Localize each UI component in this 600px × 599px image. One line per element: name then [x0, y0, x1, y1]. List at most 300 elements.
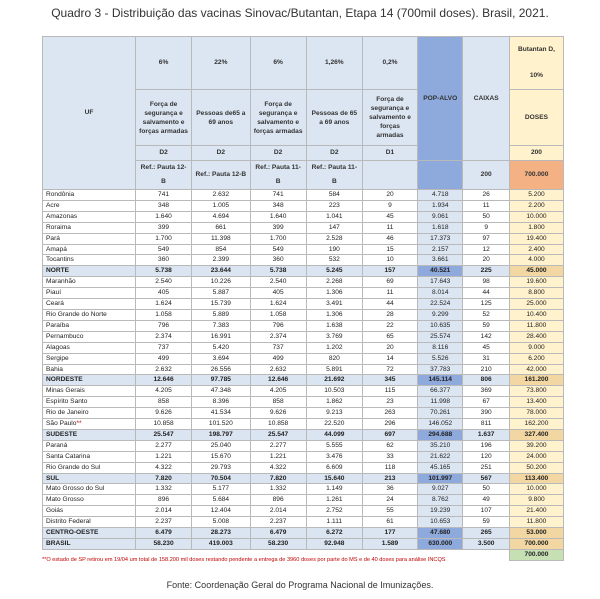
cell-value: 28.273: [192, 528, 250, 539]
cell-uf: NORTE: [43, 266, 136, 277]
cell-value: 61: [362, 517, 417, 528]
cell-value: 58.230: [135, 539, 191, 550]
cell-value: 1.637: [463, 429, 509, 440]
cell-value: 142: [463, 331, 509, 342]
cell-value: 9: [362, 200, 417, 211]
header-ref: Ref.: Pauta 12-B: [192, 161, 250, 190]
header-ref: [362, 161, 417, 190]
cell-value: 113.400: [509, 473, 563, 484]
table-row: [43, 277, 564, 288]
cell-value: 15.739: [192, 299, 250, 310]
cell-value: 69: [362, 277, 417, 288]
cell-uf: Sergipe: [43, 353, 136, 364]
table-row: [43, 386, 564, 397]
cell-value: 741: [250, 190, 306, 201]
cell-value: 1.589: [362, 539, 417, 550]
cell-value: 2.374: [135, 331, 191, 342]
cell-value: 9.061: [418, 211, 463, 222]
cell-value: 177: [362, 528, 417, 539]
cell-value: 101.997: [418, 473, 463, 484]
cell-value: 399: [135, 222, 191, 233]
table-row: [43, 288, 564, 299]
cell-uf: Acre: [43, 200, 136, 211]
cell-value: 5.684: [192, 495, 250, 506]
cell-value: 4.322: [250, 462, 306, 473]
header-group: Força de segurança e salvamento e forças armadas: [250, 90, 306, 146]
cell-value: 549: [250, 244, 306, 255]
cell-value: 25.574: [418, 331, 463, 342]
cell-value: 45: [362, 211, 417, 222]
cell-value: 22: [362, 320, 417, 331]
cell-value: 21.400: [509, 506, 563, 517]
cell-value: 2.014: [250, 506, 306, 517]
cell-uf: Rio Grande do Norte: [43, 309, 136, 320]
cell-value: 8.116: [418, 342, 463, 353]
cell-value: 1.111: [306, 517, 362, 528]
table-row-total: [43, 375, 564, 386]
cell-value: 15.670: [192, 451, 250, 462]
cell-value: 1.202: [306, 342, 362, 353]
header-group: Força de segurança e salvamento e forças armadas: [362, 90, 417, 146]
cell-value: 13.400: [509, 397, 563, 408]
cell-value: 16.991: [192, 331, 250, 342]
cell-value: 1.332: [250, 484, 306, 495]
cell-uf: Pernambuco: [43, 331, 136, 342]
cell-value: 348: [135, 200, 191, 211]
header-doses-sub: 200: [509, 146, 563, 161]
cell-value: 1.261: [306, 495, 362, 506]
cell-value: 36: [362, 484, 417, 495]
cell-value: 10.503: [306, 386, 362, 397]
header-caixas-total: 200: [463, 161, 509, 190]
cell-value: 8.762: [418, 495, 463, 506]
cell-value: 5.738: [135, 266, 191, 277]
header-ref: Ref.: Pauta 11-B: [250, 161, 306, 190]
cell-value: 1.640: [135, 211, 191, 222]
cell-value: 10.000: [509, 211, 563, 222]
cell-value: 4.205: [135, 386, 191, 397]
cell-value: 101.520: [192, 419, 250, 430]
cell-uf: Rio Grande do Sul: [43, 462, 136, 473]
cell-value: 12.404: [192, 506, 250, 517]
cell-value: 24.000: [509, 451, 563, 462]
cell-value: 5.177: [192, 484, 250, 495]
cell-value: 45.000: [509, 266, 563, 277]
cell-value: 10.858: [135, 419, 191, 430]
cell-value: 858: [135, 397, 191, 408]
cell-value: 31: [463, 353, 509, 364]
table-row: [43, 495, 564, 506]
cell-value: 2.752: [306, 506, 362, 517]
cell-value: 405: [250, 288, 306, 299]
cell-uf: Amazonas: [43, 211, 136, 222]
table-row-total: [43, 528, 564, 539]
cell-value: 327.400: [509, 429, 563, 440]
cell-value: 499: [135, 353, 191, 364]
cell-value: 73.800: [509, 386, 563, 397]
cell-uf: São Paulo**: [43, 419, 136, 430]
cell-value: 5.555: [306, 440, 362, 451]
cell-value: 44.099: [306, 429, 362, 440]
cell-value: 3.661: [418, 255, 463, 266]
cell-value: 9.213: [306, 408, 362, 419]
cell-value: 1.306: [306, 309, 362, 320]
cell-value: 4.322: [135, 462, 191, 473]
table-row: [43, 222, 564, 233]
cell-uf: Distrito Federal: [43, 517, 136, 528]
cell-value: 161.200: [509, 375, 563, 386]
cell-value: 225: [463, 266, 509, 277]
cell-value: 196: [463, 440, 509, 451]
header-doses-total: 700.000: [509, 161, 563, 190]
cell-value: 345: [362, 375, 417, 386]
cell-value: 11.800: [509, 320, 563, 331]
cell-value: 9.626: [250, 408, 306, 419]
table-row: [43, 190, 564, 201]
cell-value: 1.221: [250, 451, 306, 462]
cell-value: 157: [362, 266, 417, 277]
cell-value: 22.520: [306, 419, 362, 430]
cell-uf: SUDESTE: [43, 429, 136, 440]
cell-value: 661: [192, 222, 250, 233]
cell-value: 78.000: [509, 408, 563, 419]
cell-value: 10.858: [250, 419, 306, 430]
cell-value: 6.272: [306, 528, 362, 539]
cell-value: 23.644: [192, 266, 250, 277]
cell-value: 390: [463, 408, 509, 419]
cell-value: 1.934: [418, 200, 463, 211]
cell-value: 25.040: [192, 440, 250, 451]
cell-value: 2.200: [509, 200, 563, 211]
cell-value: 59: [463, 320, 509, 331]
cell-value: 896: [135, 495, 191, 506]
cell-value: 737: [135, 342, 191, 353]
cell-value: 2.277: [135, 440, 191, 451]
cell-value: 5.738: [250, 266, 306, 277]
cell-value: 4.694: [192, 211, 250, 222]
source-note: Fonte: Coordenação Geral do Programa Nacional de Imunizações.: [166, 580, 434, 590]
table-row: [43, 233, 564, 244]
cell-value: 858: [250, 397, 306, 408]
cell-value: 55: [362, 506, 417, 517]
cell-value: 29.793: [192, 462, 250, 473]
cell-value: 854: [192, 244, 250, 255]
cell-uf: Santa Catarina: [43, 451, 136, 462]
cell-value: 532: [306, 255, 362, 266]
header-pop-empty: [418, 161, 463, 190]
cell-value: 22.524: [418, 299, 463, 310]
header-percent: 22%: [192, 37, 250, 90]
cell-value: 66.377: [418, 386, 463, 397]
cell-value: 896: [250, 495, 306, 506]
cell-value: 10: [362, 255, 417, 266]
cell-value: 107: [463, 506, 509, 517]
table-row-total: [43, 539, 564, 550]
table-row: [43, 484, 564, 495]
cell-value: 700.000: [509, 539, 563, 550]
cell-value: 12: [463, 244, 509, 255]
cell-uf: Mato Grosso do Sul: [43, 484, 136, 495]
table-row-total: [43, 429, 564, 440]
cell-value: 118: [362, 462, 417, 473]
cell-value: 62: [362, 440, 417, 451]
cell-value: 5.891: [306, 364, 362, 375]
header-group: Pessoas de65 a 69 anos: [192, 90, 250, 146]
cell-value: 7.820: [250, 473, 306, 484]
cell-value: 11: [362, 222, 417, 233]
cell-value: 2.157: [418, 244, 463, 255]
cell-value: 53.000: [509, 528, 563, 539]
cell-value: 1.332: [135, 484, 191, 495]
cell-value: 9.027: [418, 484, 463, 495]
cell-value: 4.205: [250, 386, 306, 397]
table-row: [43, 353, 564, 364]
cell-value: 4.000: [509, 255, 563, 266]
cell-uf: Rio de Janeiro: [43, 408, 136, 419]
cell-value: 125: [463, 299, 509, 310]
header-dose: D2: [306, 146, 362, 161]
cell-value: 2.400: [509, 244, 563, 255]
cell-value: 1.800: [509, 222, 563, 233]
cell-value: 9: [463, 222, 509, 233]
table-row: [43, 211, 564, 222]
table-row: [43, 320, 564, 331]
header-dose: D2: [192, 146, 250, 161]
cell-value: 15.640: [306, 473, 362, 484]
cell-value: 92.948: [306, 539, 362, 550]
header-percent: 0,2%: [362, 37, 417, 90]
cell-value: 6.200: [509, 353, 563, 364]
cell-value: 41.534: [192, 408, 250, 419]
cell-value: 9.299: [418, 309, 463, 320]
cell-value: 1.058: [250, 309, 306, 320]
cell-value: 47.348: [192, 386, 250, 397]
cell-value: 2.374: [250, 331, 306, 342]
cell-value: 1.638: [306, 320, 362, 331]
cell-value: 811: [463, 419, 509, 430]
cell-value: 251: [463, 462, 509, 473]
cell-value: 2.632: [250, 364, 306, 375]
cell-value: 11: [362, 288, 417, 299]
cell-value: 39.200: [509, 440, 563, 451]
final-total-doses: 700.000: [509, 549, 563, 560]
cell-value: 3.769: [306, 331, 362, 342]
cell-value: 5.200: [509, 190, 563, 201]
table-row: [43, 517, 564, 528]
cell-value: 2.237: [250, 517, 306, 528]
cell-value: 65: [362, 331, 417, 342]
cell-value: 567: [463, 473, 509, 484]
cell-uf: BRASIL: [43, 539, 136, 550]
cell-value: 40.521: [418, 266, 463, 277]
footnote: **O estado de SP retirou em 19/04 um total de 158.200 mil doses restando pendente a entrega de 3960 doses por parte do MS e de 40 doses para análise INCQS: [42, 557, 446, 563]
table-row: [43, 342, 564, 353]
cell-value: 210: [463, 364, 509, 375]
cell-value: 8.800: [509, 288, 563, 299]
cell-value: 1.149: [306, 484, 362, 495]
cell-value: 33: [362, 451, 417, 462]
cell-value: 24: [362, 495, 417, 506]
cell-value: 1.041: [306, 211, 362, 222]
cell-value: 796: [135, 320, 191, 331]
cell-uf: Minas Gerais: [43, 386, 136, 397]
cell-value: 12.646: [135, 375, 191, 386]
cell-value: 19.400: [509, 233, 563, 244]
cell-value: 1.624: [250, 299, 306, 310]
vaccine-distribution-table: [42, 36, 564, 561]
cell-value: 419.003: [192, 539, 250, 550]
table-row-total: [43, 473, 564, 484]
header-percent: 6%: [135, 37, 191, 90]
cell-value: 405: [135, 288, 191, 299]
cell-value: 213: [362, 473, 417, 484]
cell-value: 265: [463, 528, 509, 539]
table-row: [43, 255, 564, 266]
cell-value: 7.383: [192, 320, 250, 331]
cell-value: 49: [463, 495, 509, 506]
cell-value: 7.820: [135, 473, 191, 484]
cell-value: 3.694: [192, 353, 250, 364]
cell-value: 50.200: [509, 462, 563, 473]
cell-value: 348: [250, 200, 306, 211]
cell-value: 369: [463, 386, 509, 397]
cell-value: 26: [463, 190, 509, 201]
table-row: [43, 200, 564, 211]
cell-value: 1.700: [135, 233, 191, 244]
cell-value: 25.000: [509, 299, 563, 310]
header-doses: DOSES: [509, 90, 563, 146]
table-row: [43, 309, 564, 320]
cell-value: 1.624: [135, 299, 191, 310]
cell-value: 11: [463, 200, 509, 211]
header-dose: D2: [250, 146, 306, 161]
header-butantan: Butantan D, 10%: [509, 37, 563, 90]
cell-value: 399: [250, 222, 306, 233]
cell-value: 2.277: [250, 440, 306, 451]
cell-value: 9.000: [509, 342, 563, 353]
cell-value: 5.008: [192, 517, 250, 528]
table-row: [43, 419, 564, 430]
cell-value: 58.230: [250, 539, 306, 550]
cell-value: 741: [135, 190, 191, 201]
header-ref: Ref.: Pauta 11-B: [306, 161, 362, 190]
cell-value: 5.889: [192, 309, 250, 320]
cell-value: 17.643: [418, 277, 463, 288]
cell-uf: Maranhão: [43, 277, 136, 288]
cell-value: 820: [306, 353, 362, 364]
cell-value: 37.783: [418, 364, 463, 375]
cell-value: 10.653: [418, 517, 463, 528]
cell-value: 9.800: [509, 495, 563, 506]
header-percent: 1,26%: [306, 37, 362, 90]
cell-value: 2.632: [135, 364, 191, 375]
cell-value: 806: [463, 375, 509, 386]
cell-value: 2.540: [250, 277, 306, 288]
cell-value: 21.692: [306, 375, 362, 386]
header-group: Pessoas de 65 a 69 anos: [306, 90, 362, 146]
cell-value: 3.476: [306, 451, 362, 462]
cell-value: 147: [306, 222, 362, 233]
cell-value: 70.504: [192, 473, 250, 484]
cell-uf: Piauí: [43, 288, 136, 299]
cell-value: 20: [362, 190, 417, 201]
cell-uf: Bahia: [43, 364, 136, 375]
cell-uf: Amapá: [43, 244, 136, 255]
cell-value: 2.014: [135, 506, 191, 517]
header-uf: UF: [43, 37, 136, 190]
cell-value: 1.618: [418, 222, 463, 233]
cell-value: 11.800: [509, 517, 563, 528]
table-title: Quadro 3 - Distribuição das vacinas Sinovac/Butantan, Etapa 14 (700mil doses). Brasil, 2021.: [51, 6, 549, 20]
cell-value: 10.400: [509, 309, 563, 320]
table-row: [43, 408, 564, 419]
cell-value: 1.005: [192, 200, 250, 211]
cell-uf: Roraima: [43, 222, 136, 233]
header-dose: D2: [135, 146, 191, 161]
cell-value: 630.000: [418, 539, 463, 550]
cell-value: 145.114: [418, 375, 463, 386]
cell-value: 8.014: [418, 288, 463, 299]
cell-value: 25.547: [250, 429, 306, 440]
cell-value: 67: [463, 397, 509, 408]
cell-value: 5.420: [192, 342, 250, 353]
cell-value: 46: [362, 233, 417, 244]
cell-value: 5.887: [192, 288, 250, 299]
table-row: [43, 506, 564, 517]
cell-value: 1.221: [135, 451, 191, 462]
cell-value: 294.688: [418, 429, 463, 440]
cell-uf: Alagoas: [43, 342, 136, 353]
cell-value: 120: [463, 451, 509, 462]
cell-value: 28.400: [509, 331, 563, 342]
header-ref: Ref.: Pauta 12-B: [135, 161, 191, 190]
cell-value: 97: [463, 233, 509, 244]
cell-value: 26.556: [192, 364, 250, 375]
table-row: [43, 364, 564, 375]
cell-value: 360: [250, 255, 306, 266]
cell-value: 17.373: [418, 233, 463, 244]
table-row-total: [43, 266, 564, 277]
header-pop-alvo: POP-ALVO: [418, 37, 463, 161]
cell-value: 2.399: [192, 255, 250, 266]
cell-value: 697: [362, 429, 417, 440]
cell-value: 11.398: [192, 233, 250, 244]
cell-uf: CENTRO-OESTE: [43, 528, 136, 539]
table-row: [43, 299, 564, 310]
cell-uf: Rondônia: [43, 190, 136, 201]
cell-value: 1.058: [135, 309, 191, 320]
cell-value: 45.165: [418, 462, 463, 473]
cell-uf: Tocantins: [43, 255, 136, 266]
cell-value: 263: [362, 408, 417, 419]
cell-value: 1.700: [250, 233, 306, 244]
table-row: [43, 440, 564, 451]
cell-value: 23: [362, 397, 417, 408]
table-row: [43, 244, 564, 255]
cell-value: 2.632: [192, 190, 250, 201]
cell-value: 25.547: [135, 429, 191, 440]
cell-value: 19.600: [509, 277, 563, 288]
cell-value: 14: [362, 353, 417, 364]
cell-value: 12.646: [250, 375, 306, 386]
cell-value: 44: [463, 288, 509, 299]
cell-value: 11.998: [418, 397, 463, 408]
cell-uf: Mato Grosso: [43, 495, 136, 506]
cell-value: 1.862: [306, 397, 362, 408]
table-row: [43, 397, 564, 408]
cell-value: 20: [463, 255, 509, 266]
cell-value: 1.306: [306, 288, 362, 299]
